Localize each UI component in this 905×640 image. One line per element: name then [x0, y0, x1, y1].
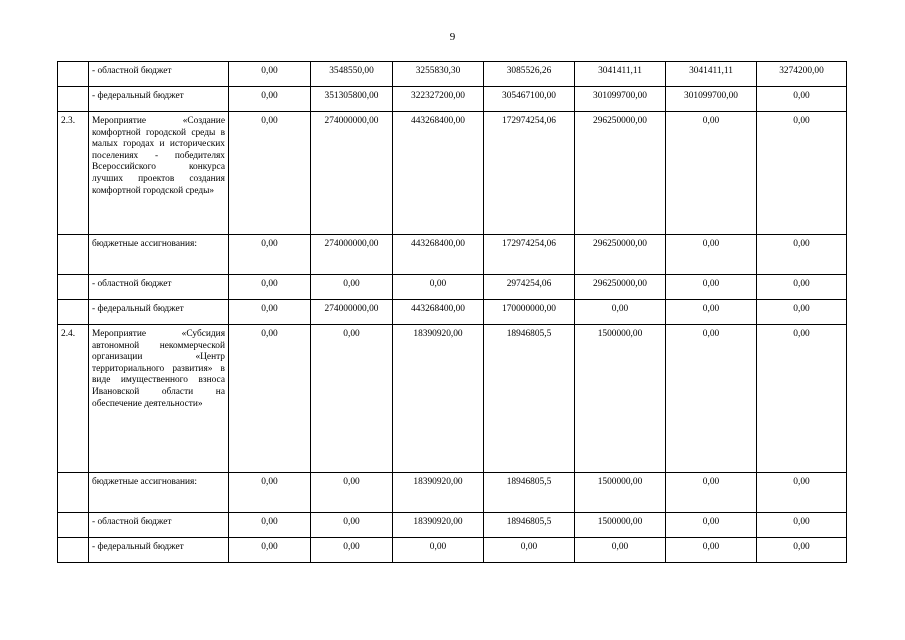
- value-cell: 274000000,00: [311, 235, 393, 275]
- value-cell: 0,00: [666, 300, 757, 325]
- value-cell: 301099700,00: [666, 87, 757, 112]
- row-number: [58, 513, 89, 538]
- value-cell: 0,00: [229, 513, 311, 538]
- value-cell: 18946805,5: [484, 473, 575, 513]
- row-number: [58, 62, 89, 87]
- value-cell: 0,00: [229, 300, 311, 325]
- value-cell: 0,00: [229, 325, 311, 473]
- table-row: [58, 275, 847, 300]
- value-cell: 443268400,00: [393, 112, 484, 235]
- value-cell: 0,00: [666, 513, 757, 538]
- value-cell: 0,00: [311, 538, 393, 563]
- value-cell: 0,00: [757, 325, 847, 473]
- budget-table: [57, 61, 847, 563]
- value-cell: 0,00: [757, 235, 847, 275]
- table-row: [58, 62, 847, 87]
- row-number: 2.3.: [58, 112, 89, 235]
- value-cell: 1500000,00: [575, 325, 666, 473]
- value-cell: 0,00: [757, 275, 847, 300]
- value-cell: 296250000,00: [575, 275, 666, 300]
- value-cell: 296250000,00: [575, 235, 666, 275]
- value-cell: 301099700,00: [575, 87, 666, 112]
- row-description: - федеральный бюджет: [89, 538, 229, 563]
- page-number: 9: [449, 31, 456, 43]
- row-number: [58, 473, 89, 513]
- table-row: [58, 513, 847, 538]
- value-cell: 443268400,00: [393, 235, 484, 275]
- value-cell: 0,00: [311, 473, 393, 513]
- value-cell: 322327200,00: [393, 87, 484, 112]
- row-description: - федеральный бюджет: [89, 300, 229, 325]
- value-cell: 18946805,5: [484, 513, 575, 538]
- value-cell: 0,00: [757, 473, 847, 513]
- value-cell: 0,00: [393, 275, 484, 300]
- value-cell: 0,00: [666, 538, 757, 563]
- table-row: [58, 87, 847, 112]
- value-cell: 351305800,00: [311, 87, 393, 112]
- value-cell: 0,00: [229, 235, 311, 275]
- value-cell: 172974254,06: [484, 235, 575, 275]
- value-cell: 274000000,00: [311, 300, 393, 325]
- table-row: [58, 235, 847, 275]
- value-cell: 0,00: [757, 87, 847, 112]
- table-row: [58, 300, 847, 325]
- value-cell: 18390920,00: [393, 513, 484, 538]
- value-cell: 3548550,00: [311, 62, 393, 87]
- value-cell: 0,00: [757, 300, 847, 325]
- value-cell: 0,00: [484, 538, 575, 563]
- row-description: - федеральный бюджет: [89, 87, 229, 112]
- row-description: - областной бюджет: [89, 275, 229, 300]
- value-cell: 0,00: [666, 235, 757, 275]
- value-cell: 296250000,00: [575, 112, 666, 235]
- value-cell: 0,00: [575, 538, 666, 563]
- value-cell: 0,00: [757, 538, 847, 563]
- row-description: Мероприятие «Субсидия автономной некоммерческой организации «Центр территориального развития» в виде имущественного взноса Ивановской области на обеспечение деятельности»: [89, 325, 229, 473]
- value-cell: 0,00: [666, 275, 757, 300]
- value-cell: 0,00: [229, 275, 311, 300]
- value-cell: 3085526,26: [484, 62, 575, 87]
- row-number: [58, 300, 89, 325]
- table-row: [58, 538, 847, 563]
- value-cell: 3041411,11: [575, 62, 666, 87]
- value-cell: 0,00: [229, 473, 311, 513]
- value-cell: 170000000,00: [484, 300, 575, 325]
- value-cell: 3274200,00: [757, 62, 847, 87]
- value-cell: 0,00: [311, 513, 393, 538]
- value-cell: 18390920,00: [393, 473, 484, 513]
- value-cell: 0,00: [311, 275, 393, 300]
- value-cell: 0,00: [311, 325, 393, 473]
- value-cell: 0,00: [575, 300, 666, 325]
- row-description: - областной бюджет: [89, 513, 229, 538]
- row-description: бюджетные ассигнования:: [89, 473, 229, 513]
- row-description: бюджетные ассигнования:: [89, 235, 229, 275]
- value-cell: 3255830,30: [393, 62, 484, 87]
- row-number: [58, 235, 89, 275]
- row-number: [58, 87, 89, 112]
- row-description: Мероприятие «Создание комфортной городской среды в малых городах и исторических поселениях - победителях Всероссийского конкурса лучших проектов создания комфортной городской среды»: [89, 112, 229, 235]
- value-cell: 305467100,00: [484, 87, 575, 112]
- table-row: [58, 473, 847, 513]
- value-cell: 0,00: [666, 325, 757, 473]
- table-row: [58, 112, 847, 235]
- value-cell: 0,00: [229, 112, 311, 235]
- value-cell: 0,00: [229, 87, 311, 112]
- table-row: [58, 325, 847, 473]
- value-cell: 443268400,00: [393, 300, 484, 325]
- value-cell: 1500000,00: [575, 473, 666, 513]
- value-cell: 18946805,5: [484, 325, 575, 473]
- value-cell: 0,00: [666, 112, 757, 235]
- value-cell: 0,00: [757, 112, 847, 235]
- row-number: [58, 275, 89, 300]
- row-number: 2.4.: [58, 325, 89, 473]
- value-cell: 2974254,06: [484, 275, 575, 300]
- value-cell: 172974254,06: [484, 112, 575, 235]
- value-cell: 274000000,00: [311, 112, 393, 235]
- value-cell: 0,00: [229, 62, 311, 87]
- row-number: [58, 538, 89, 563]
- value-cell: 0,00: [229, 538, 311, 563]
- value-cell: 0,00: [666, 473, 757, 513]
- value-cell: 3041411,11: [666, 62, 757, 87]
- value-cell: 0,00: [757, 513, 847, 538]
- value-cell: 1500000,00: [575, 513, 666, 538]
- value-cell: 18390920,00: [393, 325, 484, 473]
- row-description: - областной бюджет: [89, 62, 229, 87]
- value-cell: 0,00: [393, 538, 484, 563]
